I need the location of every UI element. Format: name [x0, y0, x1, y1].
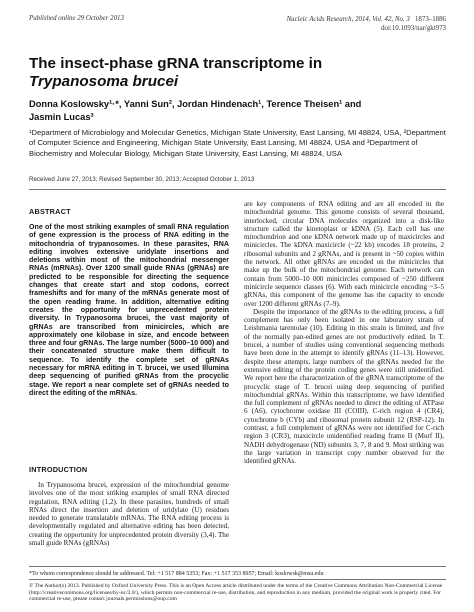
introduction-heading: INTRODUCTION	[29, 465, 88, 474]
right-paragraph-2: Despite the importance of the gRNAs to the editing process, a full complement has only been isolated in one laboratory strain of Leishmania tarentolae (10). Editing in this strain is limited, and five of the normally pan-edited genes are not productively edited. In T. brucei, a number of studies using conventional sequencing methods have been done in the attempt to identify gRNAs (11–13). However, despite these attempts, large numbers of the gRNAs needed for the extensive editing of the protein coding genes were still unidentified. We report here the characterization of the gRNA transcriptome of the procyclic stage of T. brucei using deep sequencing of purified mitochondrial gRNAs. Within this transcriptome, we have identified the full complement of gRNAs needed to direct the editing of ATPase 6 (A6), cytochrome oxidase III (COIII), C-rich region 4 (CR4), cytochrome b (CYb) and ribosomal protein subunit 12 (RSP-12). In contrast, a full complement of gRNAs were not identified for C-rich region 3 (CR3), maxicircle unidentified reading frame II (Murf II), NADH dehydrogenase (ND) subunits 3, 7, 8 and 9. Most striking was the large variation in transcript copy number observed for the identified gRNAs.	[244, 307, 444, 466]
authors-line-1: Donna Koslowsky¹·*, Yanni Sun², Jordan Hindenach¹, Terence Theisen¹ and	[29, 99, 362, 109]
right-paragraph-1: are key components of RNA editing and are all encoded in the mitochondrial genome. This genome consists of several thousand, interlocked, circular DNA molecules organized into a disk-like structure called the kinetoplast or kDNA (5). Each cell has one mitochondrion and one kDNA network made up of maxicircles and minicircles. The kDNA maxicircle (~22 kb) encodes 18 proteins, 2 ribosomal subunits and 2 gRNAs, and is present in ~50 copies within the network. All other gRNAs are encoded on the minicircles that make up the bulk of the mitochondrial genome. Each network can contain from 5000–10 000 minicircles composed of ~250 different minicircle sequence classes (6). With each minicircle encoding ~3–5 gRNAs, this component of the genome has the capacity to encode over 1200 different gRNAs (7–9).	[244, 200, 444, 308]
article-title	[29, 55, 449, 91]
correspondence-footnote: *To whom correspondence should be addressed. Tel: +1 517 884 5353; Fax: +1 517 353 8957; Email: koslowsk@msu.edu	[29, 571, 324, 577]
title-line-1: The insect-phase gRNA transcriptome in	[29, 55, 323, 72]
author-list	[29, 98, 449, 124]
page-range: 1873–1886	[414, 16, 446, 23]
right-column	[244, 200, 444, 466]
divider-footnote	[29, 566, 446, 567]
title-line-2: Trypanosoma brucei	[29, 73, 179, 90]
received-dates: Received June 27, 2013; Revised September 30, 2013; Accepted October 1, 2013	[29, 176, 255, 183]
journal-published-date: Published online 29 October 2013	[29, 15, 124, 22]
journal-citation	[287, 15, 446, 33]
affiliations: ¹Department of Microbiology and Molecular Genetics, Michigan State University, East Lansing, MI 48824, USA, ²Department of Computer Science and Engineering, Michigan State University, East Lansing, MI 48824, USA and ³Department of Biochemistry and Molecular Biology, Michigan State University, East Lansing, MI 48824, USA	[29, 128, 446, 158]
divider-top	[29, 189, 446, 190]
introduction-section	[29, 465, 229, 547]
divider-copyright	[29, 579, 446, 580]
abstract-section	[29, 207, 229, 397]
introduction-body: In Trypanosoma brucei, expression of the mitochondrial genome involves one of the most striking examples of small RNA directed regulation, RNA editing (1,2). In these parasites, hundreds of small RNAs direct the insertion and deletion of uridylate (U) residues needed to generate translatable mRNAs. The RNA editing process is developmentally regulated and alternative editing has been detected, creating the opportunity for unprecedented protein diversity (3,4). The small guide RNAs (gRNAs)	[29, 481, 229, 548]
journal-volume: Nucleic Acids Research, 2014, Vol. 42, No. 3	[286, 16, 410, 23]
copyright-notice: © The Author(s) 2013. Published by Oxford University Press. This is an Open Access article distributed under the terms of the Creative Commons Attribution Non-Commercial License (http://creativecommons.org/licenses/by-nc/3.0/), which permits non-commercial re-use, distribution, and reproduction in any medium, provided the original work is properly cited. For commercial re-use, please contact journals.permissions@oup.com	[29, 583, 443, 603]
abstract-body: One of the most striking examples of small RNA regulation of gene expression is the process of RNA editing in the mitochondria of trypanosomes. In these parasites, RNA editing involves extensive uridylate insertions and deletions within most of the mitochondrial messenger RNAs (mRNAs). Over 1200 small guide RNAs (gRNAs) are predicted to be responsible for directing the sequence changes that create start and stop codons, correct frameshifts and for many of the mRNAs generate most of the open reading frame. In addition, alternative editing creates the opportunity for unprecedented protein diversity. In Trypanosoma brucei, the vast majority of gRNAs are transcribed from minicircles, which are approximately one kilobase in size, and encode between three and four gRNAs. The large number (5000–10 000) and their concatenated structure make them difficult to sequence. To identify the complete set of gRNAs necessary for mRNA editing in T. brucei, we used Illumina deep sequencing of purified gRNAs from the procyclic stage. We report a near complete set of gRNAs needed to direct the editing of the mRNAs.	[29, 223, 229, 397]
abstract-heading: ABSTRACT	[29, 207, 71, 216]
authors-line-2: Jasmin Lucas³	[29, 112, 94, 122]
doi: doi:10.1093/nar/gkt973	[381, 25, 446, 32]
